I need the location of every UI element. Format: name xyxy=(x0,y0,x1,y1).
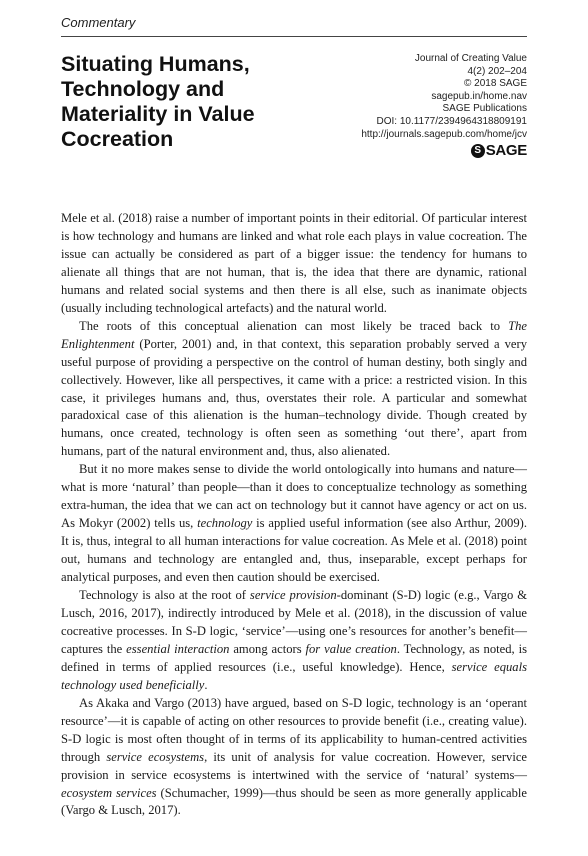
text-run: -dominant (S-D) logic (e.g., Vargo & Lusch, 2016, 2017), indirectly introduced by Mele et al. (2018), in the discussion of value cocreative processes. In S-D logic, ‘service’—using one’s resources for another’s benefit—captures the xyxy=(61,588,528,656)
text-run: , its unit of analysis for value cocreation. However, service provision in service ecosystems is intertwined with the service of ‘natural’ systems— xyxy=(61,749,528,782)
text-run: . xyxy=(204,677,208,692)
body-paragraph xyxy=(61,587,527,695)
header-rule xyxy=(61,36,527,37)
italic-text: The Enlightenment xyxy=(61,318,527,351)
publisher-site: sagepub.in/home.nav xyxy=(431,90,527,102)
italic-text: for value creation xyxy=(305,641,397,656)
text-run: among actors xyxy=(229,641,306,656)
article-body xyxy=(61,210,527,820)
text-run: As Akaka and Vargo (2013) have argued, based on S-D logic, technology is an ‘operant resource’—it is capable of acting on other resources to provide benefit (i.e., creating value). S-D logic is most often thought of in terms of its applicability to human-centred activities through xyxy=(61,695,527,764)
journal-meta xyxy=(361,53,527,158)
italic-text: service ecosystems xyxy=(106,749,205,764)
italic-text: technology xyxy=(197,516,253,531)
journal-issue: 4(2) 202–204 xyxy=(467,65,527,77)
body-paragraph xyxy=(61,210,527,318)
text-run: is applied useful information (see also Arthur, 2009). It is, thus, integral to all human interactions for value cocreation. As Mele et al. (2018) point out, humans and technology are entangled and, thus, inseparable, except perhaps for analytical purposes, and even then caution should be exercised. xyxy=(61,516,527,585)
sage-logo-word: SAGE xyxy=(485,141,527,159)
text-run: (Porter, 2001) and, in that context, this separation probably served a very useful purpose of providing a perspective on the control of human destiny, both singly and collectively. However, like all perspectives, it came with a price: a restricted vision. In this case, it privileges humans and, thus, overstates their role. A particular and somewhat paradoxical case of this alienation is the human–technology divide. Though created by humans, once created, technology is often seen as something ‘out there’, apart from humans, part of the natural environment and, thus, also alienated. xyxy=(61,336,527,459)
italic-text: service provision xyxy=(249,588,337,603)
italic-text: essential interaction xyxy=(126,641,230,656)
body-paragraph xyxy=(61,461,527,587)
sage-logo xyxy=(361,141,527,159)
text-run: Technology is also at the root of xyxy=(79,588,250,603)
journal-url: http://journals.sagepub.com/home/jcv xyxy=(361,128,527,140)
sage-logo-icon: S xyxy=(471,144,485,158)
doi: DOI: 10.1177/2394964318809191 xyxy=(376,115,527,127)
text-run: Mele et al. (2018) raise a number of important points in their editorial. Of particular interest is how technology and humans are linked and what role each plays in value cocreation. The issue can actually be considered as part of a bigger issue: the tendency for humans to alienate all things that are not human, that is, the idea that there are dynamic, rational humans and related social systems and then there is all else, such as inanimate objects (usually including technological artefacts) and the natural world. xyxy=(61,211,527,315)
publisher-name: SAGE Publications xyxy=(442,103,527,115)
text-run: . Technology, as noted, is defined in terms of applied resources (i.e., useful knowledge). Hence, xyxy=(61,641,528,674)
text-run: (Schumacher, 1999)—thus should be seen as more generally applicable (Vargo & Lusch, 2017). xyxy=(61,785,528,818)
text-run: The roots of this conceptual alienation can most likely be traced back to xyxy=(79,318,509,333)
body-paragraph xyxy=(61,695,527,821)
section-label: Commentary xyxy=(61,15,136,30)
copyright: © 2018 SAGE xyxy=(464,78,527,90)
italic-text: ecosystem services xyxy=(61,785,157,800)
article-title: Situating Humans, Technology and Materiality in Value Cocreation xyxy=(61,52,255,151)
body-paragraph xyxy=(61,318,527,462)
journal-name: Journal of Creating Value xyxy=(414,53,527,64)
text-run: But it no more makes sense to divide the world ontologically into humans and nature—what is more ‘natural’ than people—than it does to conceptualize technology as something extra-human, the idea that we can act on technology but it cannot have agency or act on us. As Mokyr (2002) tells us, xyxy=(61,462,527,531)
italic-text: service equals technology used beneficially xyxy=(61,659,527,692)
